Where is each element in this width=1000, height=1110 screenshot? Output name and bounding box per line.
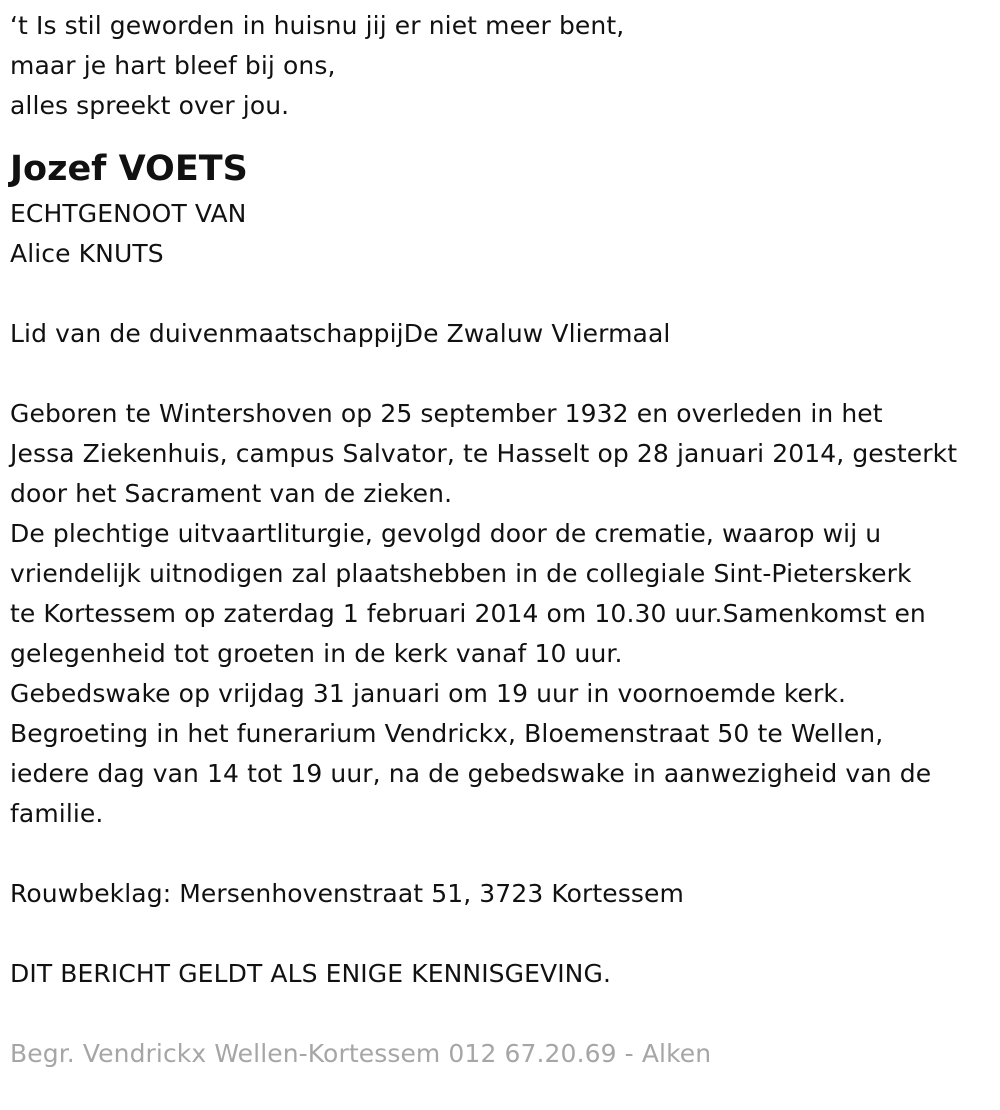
details-line: Geboren te Wintershoven op 25 september 1932 en overleden in het <box>10 399 883 428</box>
spacer <box>10 994 995 1034</box>
details-paragraph <box>10 394 995 834</box>
details-line: De plechtige uitvaartliturgie, gevolgd door de crematie, waarop wij u <box>10 519 882 548</box>
details-line: door het Sacrament van de zieken. <box>10 479 453 508</box>
funeral-home-footer: Begr. Vendrickx Wellen-Kortessem 012 67.20.69 - Alken <box>10 1039 712 1068</box>
spacer <box>10 834 995 874</box>
membership-text: Lid van de duivenmaatschappijDe Zwaluw Vliermaal <box>10 319 671 348</box>
details-line: iedere dag van 14 tot 19 uur, na de gebedswake in aanwezigheid van de <box>10 759 932 788</box>
spacer <box>10 914 995 954</box>
spouse-name: Alice KNUTS <box>10 239 164 268</box>
details-line: te Kortessem op zaterdag 1 februari 2014 om 10.30 uur.Samenkomst en <box>10 599 926 628</box>
spacer <box>10 274 995 314</box>
poem-line: alles spreekt over jou. <box>10 91 290 120</box>
relation-label: ECHTGENOOT VAN <box>10 199 247 228</box>
deceased-name: Jozef VOETS <box>10 149 248 189</box>
poem-line: maar je hart bleef bij ons, <box>10 51 336 80</box>
details-line: familie. <box>10 799 104 828</box>
details-line: Begroeting in het funerarium Vendrickx, Bloemenstraat 50 te Wellen, <box>10 719 884 748</box>
spacer <box>10 354 995 394</box>
details-line: gelegenheid tot groeten in de kerk vanaf 10 uur. <box>10 639 623 668</box>
poem-line: ‘t Is stil geworden in huisnu jij er niet meer bent, <box>10 11 625 40</box>
obituary-notice <box>10 6 995 1074</box>
details-line: vriendelijk uitnodigen zal plaatshebben in de collegiale Sint-Pieterskerk <box>10 559 912 588</box>
notice-text: DIT BERICHT GELDT ALS ENIGE KENNISGEVING. <box>10 959 611 988</box>
details-line: Jessa Ziekenhuis, campus Salvator, te Hasselt op 28 januari 2014, gesterkt <box>10 439 958 468</box>
mourning-address: Rouwbeklag: Mersenhovenstraat 51, 3723 Kortessem <box>10 879 684 908</box>
details-line: Gebedswake op vrijdag 31 januari om 19 uur in voornoemde kerk. <box>10 679 847 708</box>
poem <box>10 6 995 126</box>
